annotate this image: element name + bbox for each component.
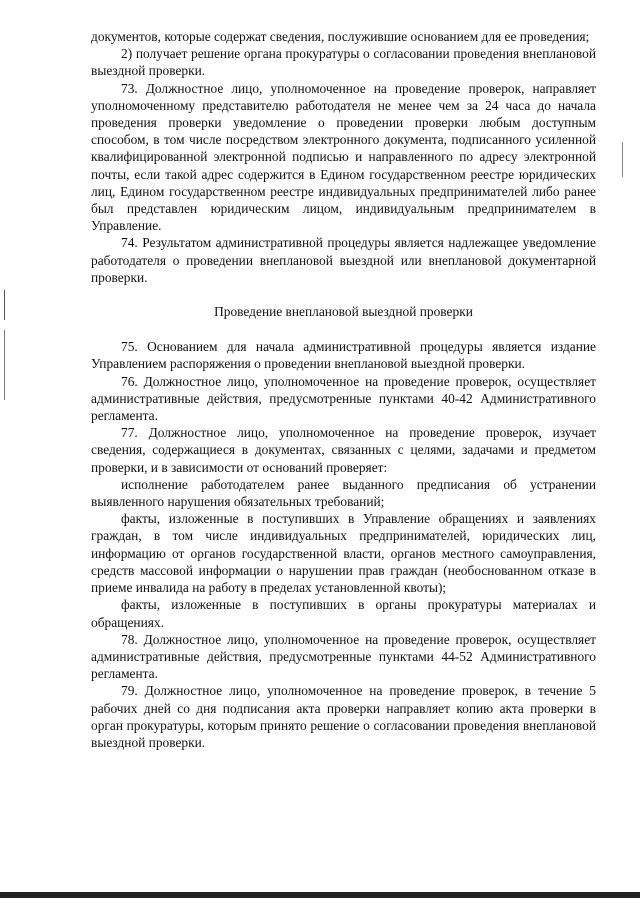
paragraph: факты, изложенные в поступивших в органы прокуратуры материалах и обращениях.	[91, 597, 596, 630]
scan-artifact-left	[4, 290, 5, 320]
paragraph: 73. Должностное лицо, уполномоченное на проведение проверок, направляет уполномоченному представителю работодателя не менее чем за 24 часа до начала проведения проверки уведомление о проведении проверки любым доступным способом, в том числе посредством электронного документа, подписанного усиленной квалифицированной электронной подписью и направленного по адресу электронной почты, если такой адрес содержится в Едином государственном реестре юридических лиц, Едином государственном реестре индивидуальных предпринимателей либо ранее был представлен юридическим лицом, индивидуальным предпринимателем в Управление.	[91, 80, 596, 234]
paragraph: исполнение работодателем ранее выданного предписания об устранении выявленного нарушения обязательных требований;	[91, 476, 596, 510]
paragraph: 2) получает решение органа прокуратуры о согласовании проведения внеплановой выездной проверки.	[91, 46, 596, 79]
scan-artifact-left-lower	[4, 330, 5, 400]
paragraph: 76. Должностное лицо, уполномоченное на проведение проверок, осуществляет административные действия, предусмотренные пунктами 40-42 Административного регламента.	[91, 373, 596, 424]
paragraph: 78. Должностное лицо, уполномоченное на проведение проверок, осуществляет административные действия, предусмотренные пунктами 44-52 Административного регламента.	[91, 631, 596, 682]
section-heading: Проведение внеплановой выездной проверки	[214, 304, 473, 320]
paragraph: факты, изложенные в поступивших в Управление обращениях и заявлениях граждан, в том числе индивидуальных предпринимателей, юридических лиц, информацию от органов государственной власти, органов местного самоуправления, средств массовой информации о нарушении прав граждан (необоснованном отказе в приеме инвалида на работу в пределах установленной квоты);	[91, 511, 596, 596]
scan-bottom-edge	[0, 892, 640, 898]
paragraphs-before-heading	[91, 28, 596, 286]
paragraph: документов, которые содержат сведения, послужившие основанием для ее проведения;	[91, 29, 590, 44]
paragraph: 79. Должностное лицо, уполномоченное на проведение проверок, в течение 5 рабочих дней со дня подписания акта проверки направляет копию акта проверки в орган прокуратуры, которым принято решение о согласовании проведения внеплановой выездной проверки.	[91, 683, 596, 750]
paragraph: 75. Основанием для начала административной процедуры является издание Управлением распоряжения о проведении внеплановой выездной проверки.	[91, 339, 596, 372]
scan-artifact-right	[622, 142, 623, 177]
document-page	[91, 28, 596, 751]
paragraph: 74. Результатом административной процедуры является надлежащее уведомление работодателя о проведении внеплановой выездной или внеплановой документарной проверки.	[91, 235, 596, 285]
paragraph: 77. Должностное лицо, уполномоченное на проведение проверок, изучает сведения, содержащиеся в документах, связанных с целями, задачами и предметом проверки, и в зависимости от оснований проверяет:	[91, 425, 596, 475]
paragraphs-after-heading	[91, 338, 596, 751]
